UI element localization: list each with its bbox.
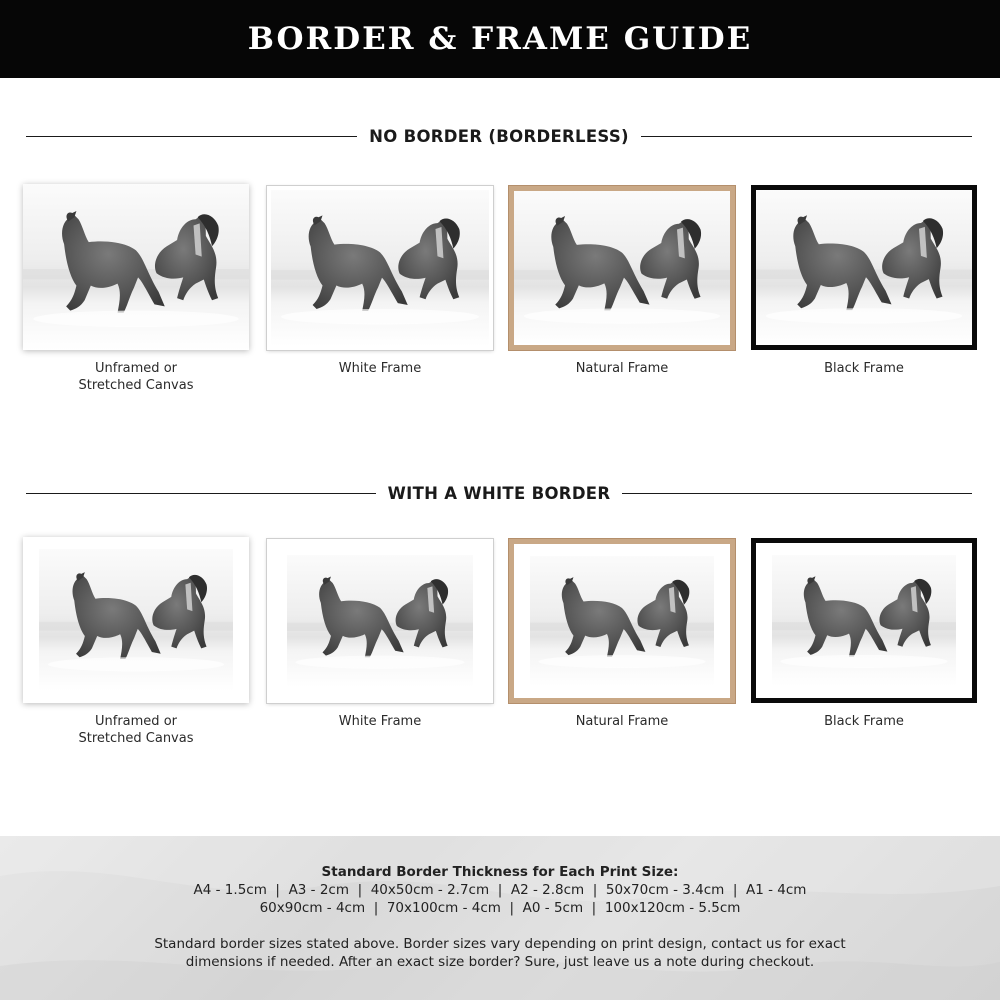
divider-line: [26, 136, 357, 138]
caption-natural-frame: Natural Frame: [575, 361, 669, 376]
white-frame-preview: [267, 186, 493, 350]
white-frame-preview: [267, 539, 493, 703]
caption-unframed: [23, 360, 249, 394]
unframed-canvas-preview: [23, 537, 249, 703]
divider-line: [641, 136, 972, 138]
border-info-panel: [0, 836, 1000, 1000]
section-heading: WITH A WHITE BORDER: [387, 484, 611, 503]
caption-line: Stretched Canvas: [78, 378, 194, 393]
caption-black-frame: Black Frame: [824, 361, 904, 376]
black-frame-preview: [751, 185, 977, 350]
horse-photo-icon: [530, 556, 714, 686]
horse-photo-icon: [271, 190, 489, 346]
border-note-line: dimensions if needed. After an exact size border? Sure, just leave us a note during checkout.: [185, 954, 815, 970]
natural-frame-preview: [509, 186, 735, 350]
natural-frame-preview: [509, 539, 735, 703]
caption-line: Stretched Canvas: [78, 731, 194, 746]
horse-photo-icon: [287, 555, 473, 687]
divider-line: [26, 493, 376, 495]
size-list-line: A4 - 1.5cm | A3 - 2cm | 40x50cm - 2.7cm | A2 - 2.8cm | 50x70cm - 3.4cm | A1 - 4cm: [193, 882, 807, 898]
black-frame-preview: [751, 538, 977, 703]
caption-white-frame: White Frame: [338, 361, 422, 376]
section-heading: NO BORDER (BORDERLESS): [369, 127, 629, 146]
caption-unframed: [23, 713, 249, 747]
caption-line: Unframed or: [95, 714, 177, 729]
unframed-canvas-preview: [23, 184, 249, 350]
caption-black-frame: Black Frame: [824, 714, 904, 729]
horse-photo-icon: [772, 555, 956, 686]
caption-line: Unframed or: [95, 361, 177, 376]
divider-line: [622, 493, 972, 495]
section-title-white-border: [26, 484, 972, 503]
border-thickness-heading: Standard Border Thickness for Each Print Size:: [321, 864, 679, 880]
horse-photo-icon: [39, 549, 233, 691]
caption-white-frame: White Frame: [338, 714, 422, 729]
section-title-no-border: [26, 127, 972, 146]
border-note-line: Standard border sizes stated above. Border sizes vary depending on print design, contact us for exact: [154, 936, 846, 952]
header-banner: [0, 0, 1000, 78]
horse-photo-icon: [23, 184, 249, 350]
horse-photo-icon: [756, 190, 972, 345]
size-list-line: 60x90cm - 4cm | 70x100cm - 4cm | A0 - 5cm | 100x120cm - 5.5cm: [259, 900, 741, 916]
horse-photo-icon: [514, 191, 730, 345]
page-title: BORDER & FRAME GUIDE: [247, 21, 753, 57]
caption-natural-frame: Natural Frame: [575, 714, 669, 729]
